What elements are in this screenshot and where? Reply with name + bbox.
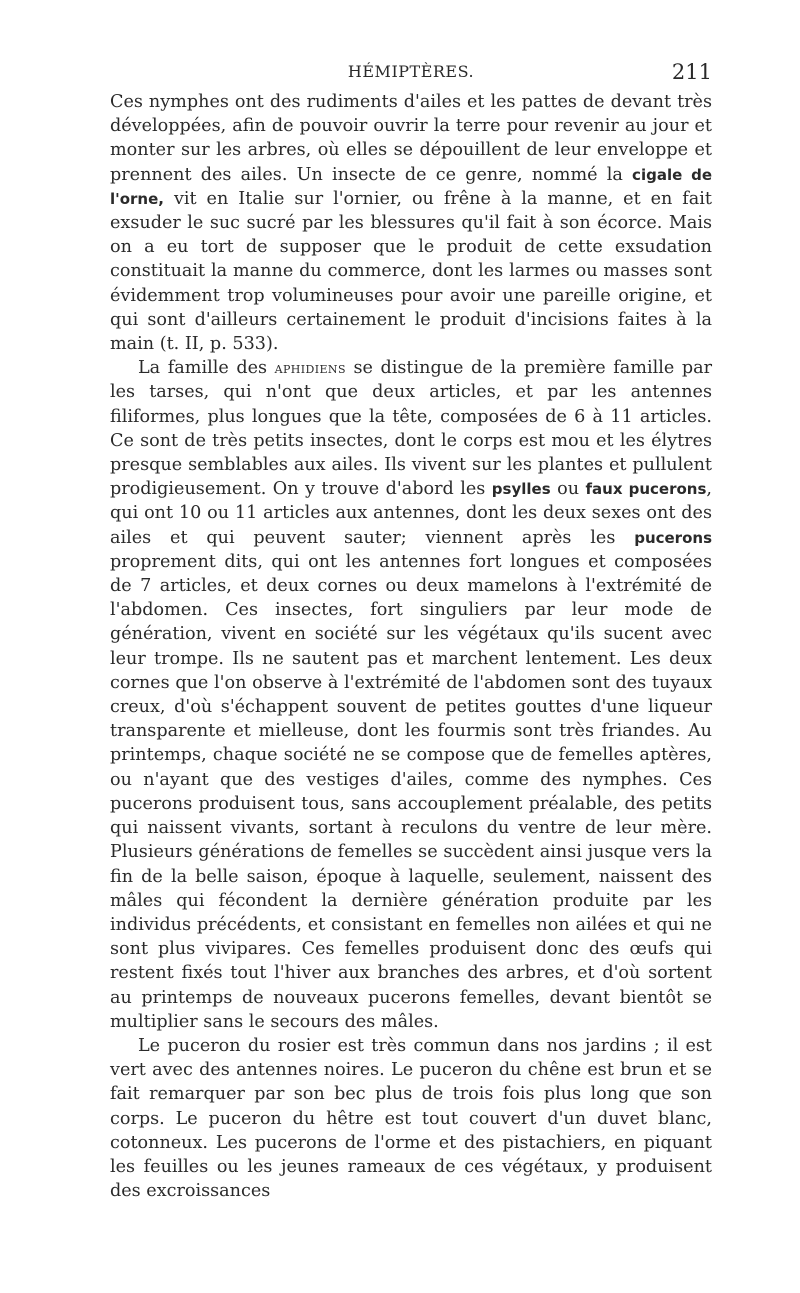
paragraph-2-text-d: , qui ont 10 ou 11 articles aux antennes, dont les deux sexes ont des ailes et qui peuvent sauter; viennent après les	[110, 479, 712, 548]
running-head	[110, 62, 712, 88]
paragraph-2	[110, 356, 712, 1034]
body-text	[110, 90, 712, 1203]
term-psylles: psylles	[491, 480, 551, 499]
paragraph-2-text-e: proprement dits, qui ont les antennes fort longues et composées de 7 articles, et deux cornes ou deux mamelons à l'extrémité de l'abdomen. Ces insectes, fort singuliers par leur mode de génération, vivent en société sur les végétaux qu'ils sucent avec leur trompe. Ils ne sautent pas et marchent lentement. Les deux cornes que l'on observe à l'extrémité de l'abdomen sont des tuyaux creux, d'où s'échappent souvent de petites gouttes d'une liqueur transparente et mielleuse, dont les fourmis sont très friandes. Au printemps, chaque société ne se compose que de femelles aptères, ou n'ayant que des vestiges d'ailes, comme des nymphes. Ces pucerons produisent tous, sans accouplement préalable, des petits qui naissent vivants, sortant à reculons du ventre de leur mère. Plusieurs générations de femelles se succèdent ainsi jusque vers la fin de la belle saison, époque à laquelle, seulement, naissent des mâles qui fécondent la dernière génération produite par les individus précédents, et consistant en femelles non ailées et qui ne sont plus vivipares. Ces femelles produisent donc des œufs qui restent fixés tout l'hiver aux branches des arbres, et d'où sortent au printemps de nouveaux pucerons femelles, devant bientôt se multiplier sans le secours des mâles.	[110, 551, 712, 1032]
paragraph-1-text-a: Ces nymphes ont des rudiments d'ailes et les pattes de devant très développées, afin de pouvoir ouvrir la terre pour revenir au jour et monter sur les arbres, où elles se dépouillent de leur enveloppe et prennent des ailes. Un insecte de ce genre, nommé la	[110, 92, 712, 185]
paragraph-1-text-b: vit en Italie sur l'ornier, ou frêne à la manne, et en fait exsuder le suc sucré par les blessures qu'il fait à son écorce. Mais on a eu tort de supposer que le produit de cette exsudation constituait la manne du commerce, dont les larmes ou masses sont évidemment trop volumineuses pour avoir une pareille origine, et qui sont d'ailleurs certainement le produit d'incisions faites à la main (t. II, p. 533).	[110, 188, 712, 355]
term-pucerons: pucerons	[634, 528, 712, 547]
paragraph-2-text-c: ou	[550, 479, 586, 500]
page-number: 211	[671, 60, 712, 84]
paragraph-3	[110, 1034, 712, 1203]
paragraph-2-text-a: La famille des	[138, 358, 275, 379]
term-faux-pucerons: faux pucerons	[585, 480, 707, 499]
paragraph-1	[110, 90, 712, 356]
term-aphidiens: aphidiens	[274, 358, 346, 378]
paragraph-2-text-b: se distingue de la première famille par les tarses, qui n'ont que deux articles, et par les antennes filiformes, plus longues que la tête, composées de 6 à 11 articles. Ce sont de très petits insectes, dont le corps est mou et les élytres presque semblables aux ailes. Ils vivent sur les plantes et pullulent prodigieusement. On y trouve d'abord les	[110, 358, 712, 500]
running-title: HÉMIPTÈRES.	[347, 62, 475, 81]
paragraph-3-text: Le puceron du rosier est très commun dans nos jardins ; il est vert avec des antennes noires. Le puceron du chêne est brun et se fait remarquer par son bec plus de trois fois plus long que son corps. Le puceron du hêtre est tout couvert d'un duvet blanc, cotonneux. Les pucerons de l'orme et des pistachiers, en piquant les feuilles ou les jeunes rameaux de ces végétaux, y produisent des excroissances	[110, 1035, 712, 1202]
term-cigale-de-lorne: cigale de l'orne,	[110, 165, 712, 208]
